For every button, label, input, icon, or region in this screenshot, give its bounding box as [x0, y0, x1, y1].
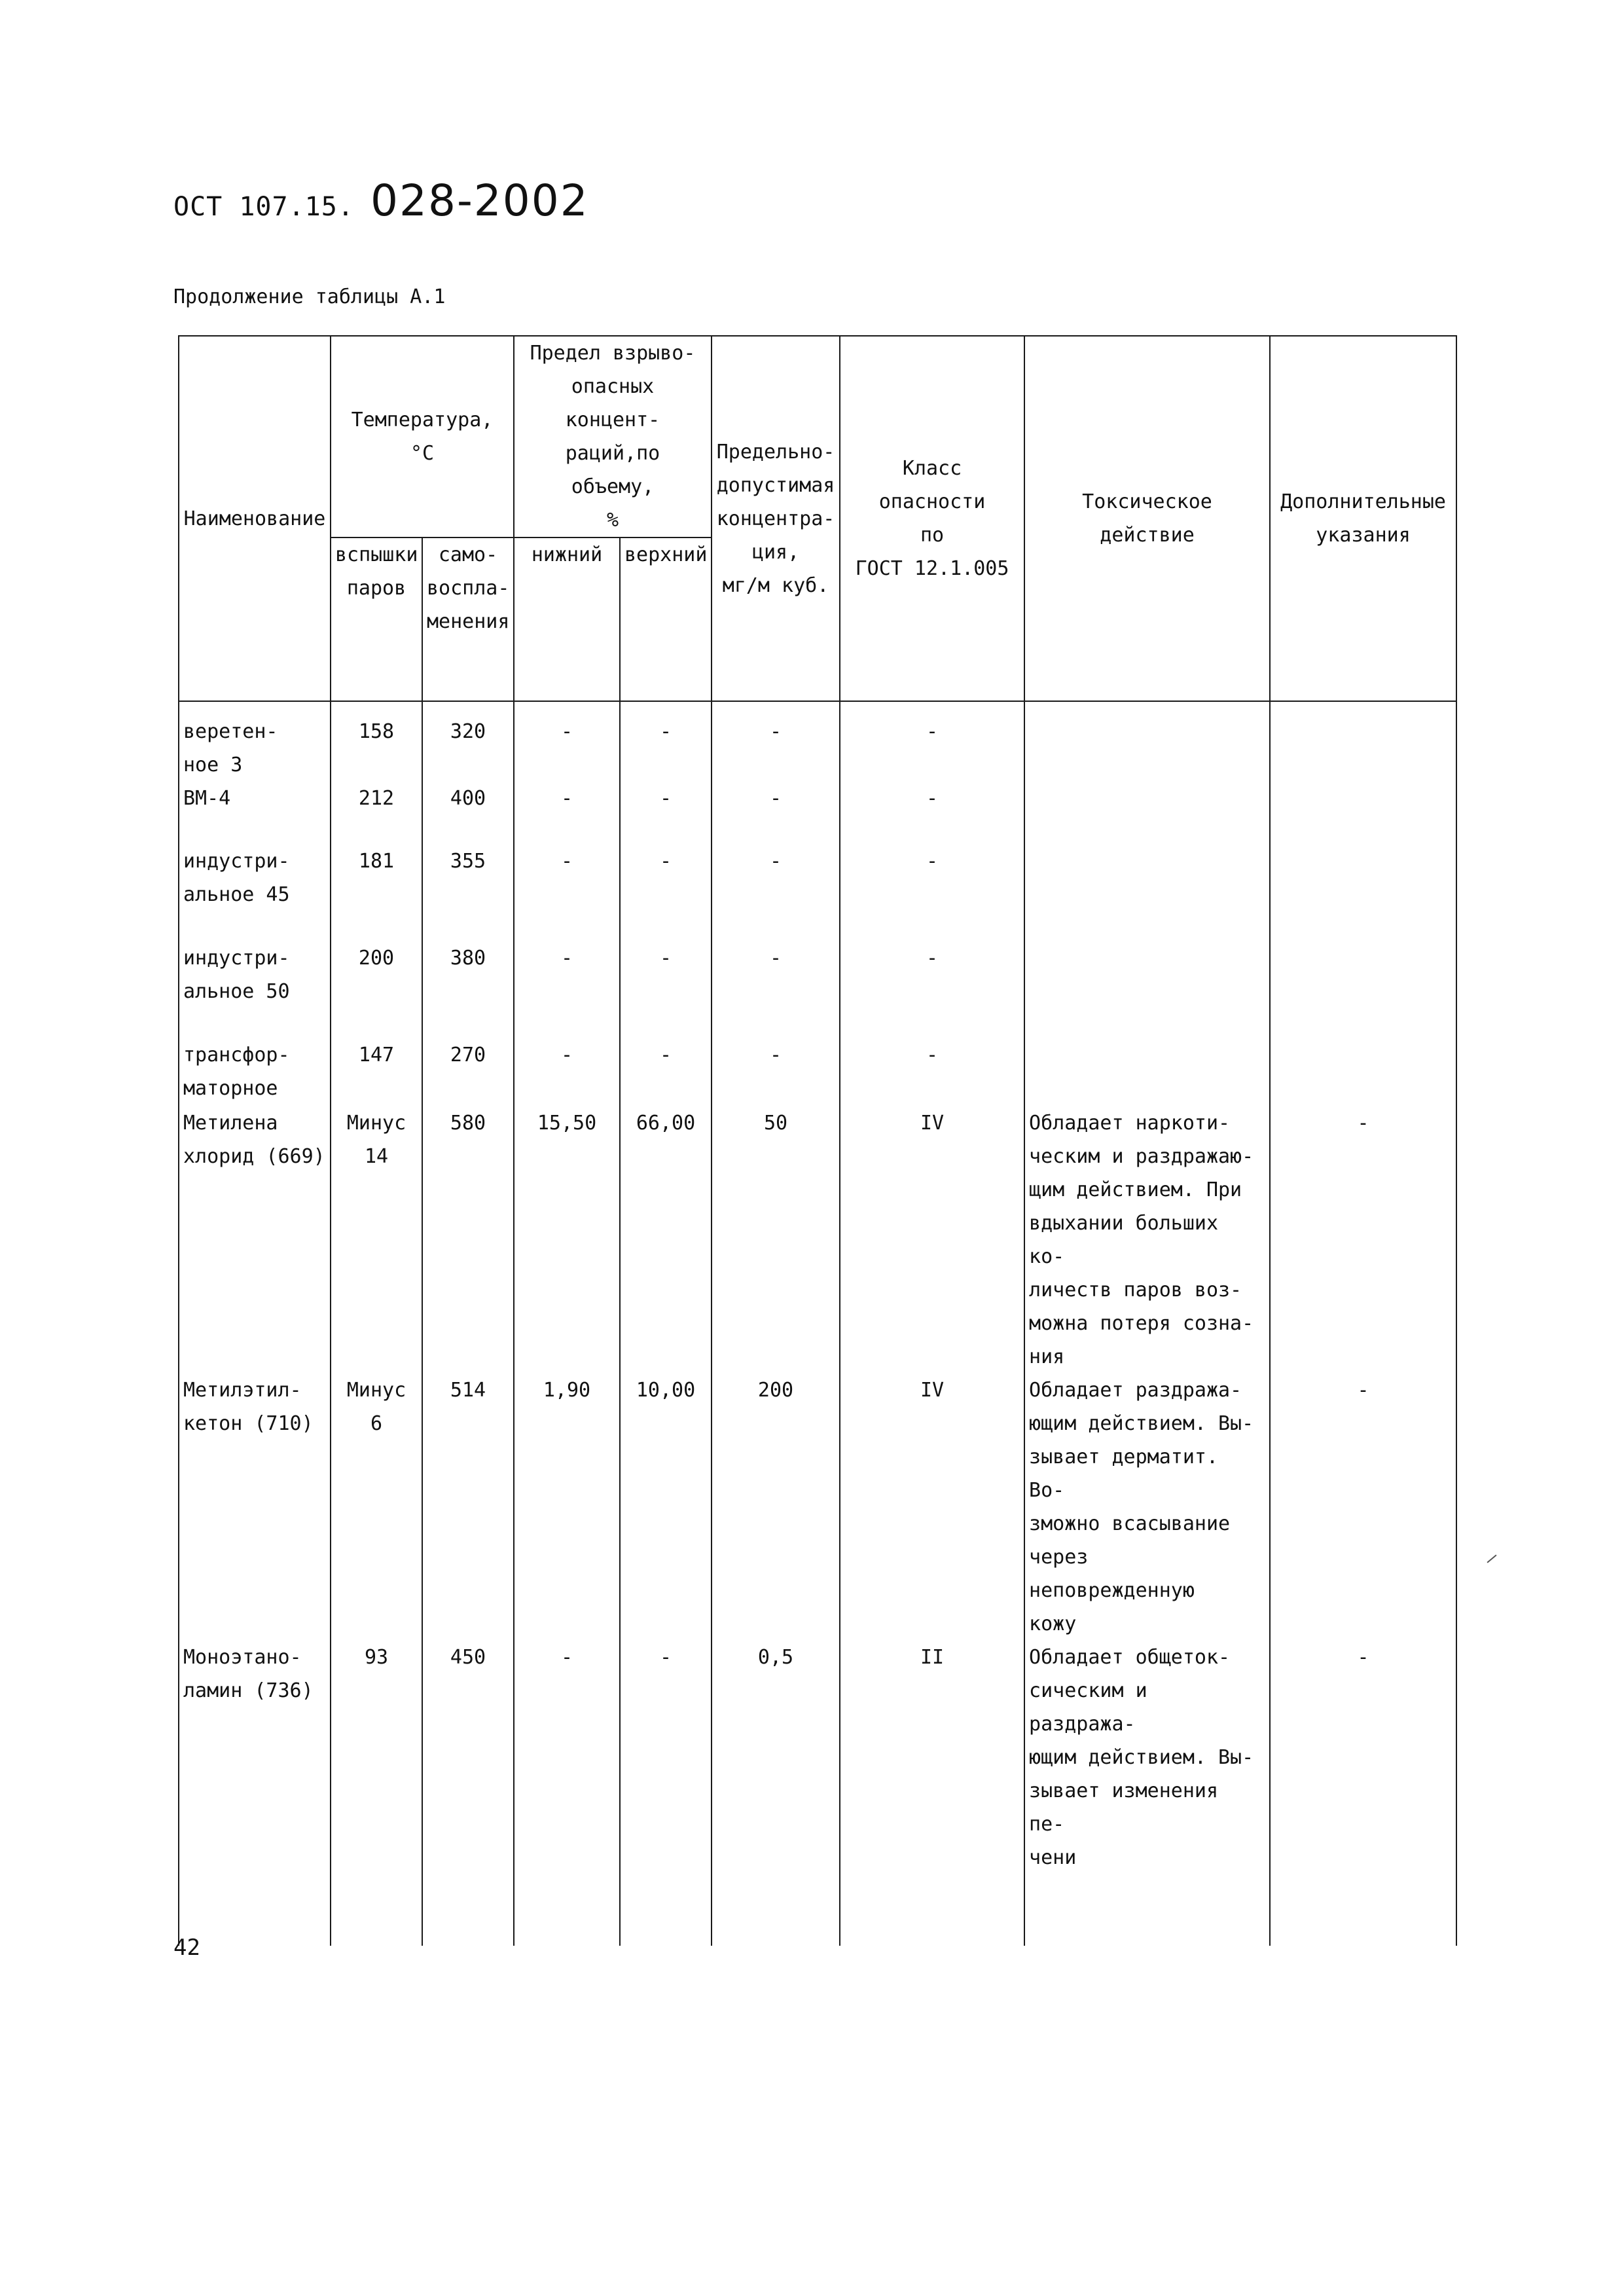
filler-cell: [179, 1942, 331, 1946]
cell-name: веретен- ное 3: [179, 715, 331, 782]
filler-cell: [712, 1942, 840, 1946]
page-number: 42: [173, 1935, 200, 1961]
table-row: [179, 845, 1456, 941]
cell-lower-limit: -: [514, 782, 620, 845]
header-upper: верхний: [620, 538, 712, 701]
cell-toxic-effect: Обладает общеток- сическим и раздража- ющим действием. Вы- зывает изменения пе- чени: [1024, 1641, 1270, 1942]
spacer-cell: [1270, 701, 1456, 715]
spacer-cell: [840, 701, 1024, 715]
cell-name: индустри- альное 50: [179, 941, 331, 1038]
cell-additional: -: [1270, 1374, 1456, 1641]
cell-hazard-class: -: [840, 941, 1024, 1038]
cell-upper-limit: -: [620, 941, 712, 1038]
cell-toxic-effect: [1024, 941, 1270, 1038]
spacer-cell: [179, 701, 331, 715]
cell-lower-limit: -: [514, 715, 620, 782]
cell-mac: -: [712, 782, 840, 845]
cell-flash-point: 147: [331, 1038, 422, 1106]
table-row: [179, 715, 1456, 782]
table-row: [179, 1106, 1456, 1374]
cell-name: Метилена хлорид (669): [179, 1106, 331, 1374]
cell-upper-limit: -: [620, 782, 712, 845]
spacer-cell: [620, 701, 712, 715]
cell-additional: [1270, 782, 1456, 845]
header-mac: Предельно- допустимая концентра- ция, мг/м куб.: [712, 336, 840, 701]
spacer-cell: [1024, 701, 1270, 715]
cell-name: трансфор- маторное: [179, 1038, 331, 1106]
cell-toxic-effect: [1024, 845, 1270, 941]
document-code-prefix: ОСТ 107.15.: [173, 192, 354, 222]
cell-lower-limit: -: [514, 941, 620, 1038]
header-toxic-effect: Токсическое действие: [1024, 336, 1270, 701]
cell-autoignition: 400: [422, 782, 514, 845]
cell-autoignition: 450: [422, 1641, 514, 1942]
header-hazard-class: Класс опасности по ГОСТ 12.1.005: [840, 336, 1024, 701]
cell-additional: [1270, 1038, 1456, 1106]
table-row: [179, 1641, 1456, 1942]
cell-autoignition: 380: [422, 941, 514, 1038]
header-explosive-limits: Предел взрыво- опасных концент- раций,по объему, %: [514, 336, 712, 538]
cell-toxic-effect: [1024, 715, 1270, 782]
cell-name: индустри- альное 45: [179, 845, 331, 941]
table-row: [179, 941, 1456, 1038]
cell-hazard-class: IV: [840, 1106, 1024, 1374]
cell-flash-point: Минус 14: [331, 1106, 422, 1374]
header-lower: нижний: [514, 538, 620, 701]
cell-upper-limit: 66,00: [620, 1106, 712, 1374]
cell-name: Метилэтил- кетон (710): [179, 1374, 331, 1641]
cell-flash-point: 181: [331, 845, 422, 941]
filler-cell: [1024, 1942, 1270, 1946]
cell-hazard-class: -: [840, 715, 1024, 782]
cell-toxic-effect: Обладает наркоти- ческим и раздражаю- щим действием. При вдыхании больших ко- личеств паров воз- можна потеря созна- ния: [1024, 1106, 1270, 1374]
cell-mac: -: [712, 845, 840, 941]
cell-lower-limit: -: [514, 1038, 620, 1106]
cell-additional: -: [1270, 1106, 1456, 1374]
cell-autoignition: 580: [422, 1106, 514, 1374]
cell-additional: -: [1270, 1641, 1456, 1942]
cell-autoignition: 270: [422, 1038, 514, 1106]
document-code: [173, 175, 589, 226]
cell-toxic-effect: [1024, 782, 1270, 845]
cell-upper-limit: -: [620, 1038, 712, 1106]
cell-hazard-class: IV: [840, 1374, 1024, 1641]
table-body: [179, 701, 1456, 1946]
cell-additional: [1270, 941, 1456, 1038]
cell-lower-limit: 15,50: [514, 1106, 620, 1374]
filler-cell: [620, 1942, 712, 1946]
header-additional: Дополнительные указания: [1270, 336, 1456, 701]
cell-hazard-class: -: [840, 845, 1024, 941]
table-spacer-row: [179, 701, 1456, 715]
filler-cell: [1270, 1942, 1456, 1946]
filler-cell: [840, 1942, 1024, 1946]
filler-cell: [331, 1942, 422, 1946]
spacer-cell: [514, 701, 620, 715]
cell-mac: 200: [712, 1374, 840, 1641]
cell-lower-limit: -: [514, 1641, 620, 1942]
cell-flash-point: 158: [331, 715, 422, 782]
cell-lower-limit: 1,90: [514, 1374, 620, 1641]
cell-mac: -: [712, 1038, 840, 1106]
spacer-cell: [331, 701, 422, 715]
cell-name: Моноэтано- ламин (736): [179, 1641, 331, 1942]
cell-name: ВМ-4: [179, 782, 331, 845]
cell-lower-limit: -: [514, 845, 620, 941]
cell-upper-limit: -: [620, 715, 712, 782]
table-row: [179, 782, 1456, 845]
table-filler-row: [179, 1942, 1456, 1946]
cell-additional: [1270, 715, 1456, 782]
table-header: [179, 336, 1456, 701]
document-code-main: 028-2002: [370, 175, 589, 226]
header-autoignition: само- воспла- менения: [422, 538, 514, 701]
header-flash: вспышки паров: [331, 538, 422, 701]
filler-cell: [514, 1942, 620, 1946]
filler-cell: [422, 1942, 514, 1946]
header-temperature: Температура, °С: [331, 336, 514, 538]
cell-toxic-effect: [1024, 1038, 1270, 1106]
cell-hazard-class: -: [840, 1038, 1024, 1106]
cell-autoignition: 320: [422, 715, 514, 782]
cell-mac: -: [712, 941, 840, 1038]
cell-upper-limit: -: [620, 845, 712, 941]
table-continuation-title: Продолжение таблицы А.1: [173, 285, 446, 308]
cell-upper-limit: 10,00: [620, 1374, 712, 1641]
cell-hazard-class: -: [840, 782, 1024, 845]
table-row: [179, 1374, 1456, 1641]
spacer-cell: [712, 701, 840, 715]
table-row: [179, 1038, 1456, 1106]
cell-mac: 50: [712, 1106, 840, 1374]
header-name: Наименование: [179, 336, 331, 701]
cell-additional: [1270, 845, 1456, 941]
cell-toxic-effect: Обладает раздража- ющим действием. Вы- зывает дерматит. Во- зможно всасывание через неповрежденную кожу: [1024, 1374, 1270, 1641]
substances-table: [178, 335, 1457, 1946]
cell-flash-point: 93: [331, 1641, 422, 1942]
cell-mac: 0,5: [712, 1641, 840, 1942]
cell-autoignition: 514: [422, 1374, 514, 1641]
cell-mac: -: [712, 715, 840, 782]
scan-mark: [1487, 1554, 1496, 1563]
cell-flash-point: Минус 6: [331, 1374, 422, 1641]
cell-flash-point: 200: [331, 941, 422, 1038]
cell-flash-point: 212: [331, 782, 422, 845]
cell-autoignition: 355: [422, 845, 514, 941]
cell-hazard-class: II: [840, 1641, 1024, 1942]
cell-upper-limit: -: [620, 1641, 712, 1942]
spacer-cell: [422, 701, 514, 715]
